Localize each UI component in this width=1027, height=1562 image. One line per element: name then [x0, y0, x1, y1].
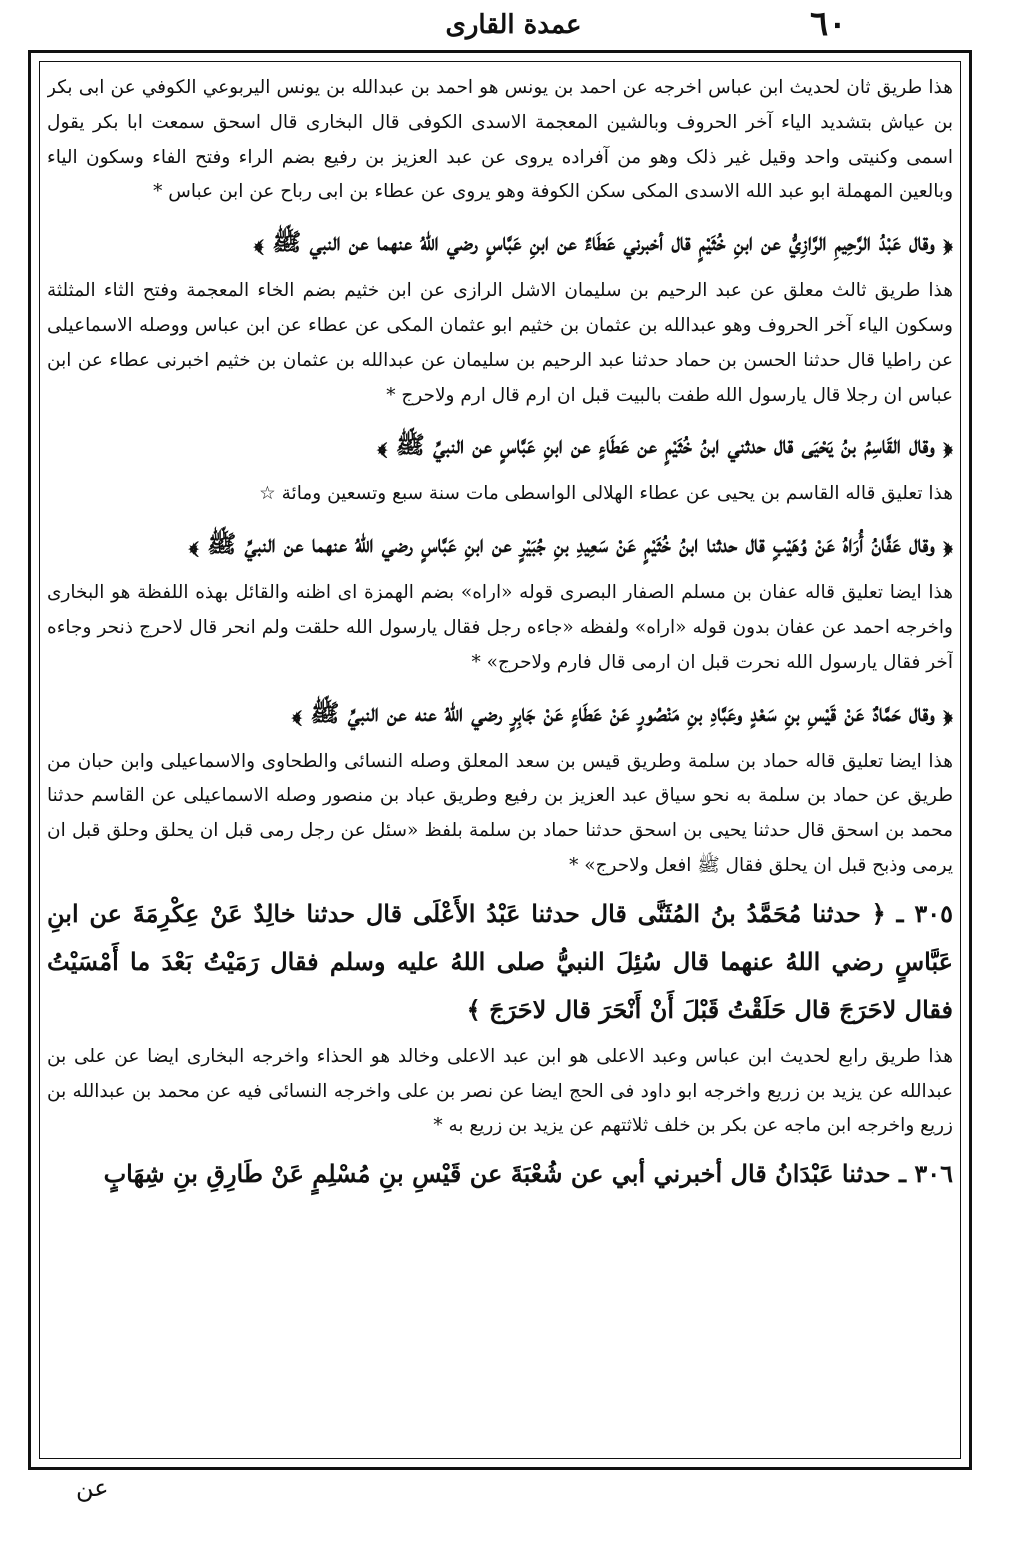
page-number: ٦٠ [810, 4, 847, 44]
hadith-text: ﴿ وقال عَبْدُ الرَّحِيمِ الرَّازِيُّ عن ابنِ خُثَيْمٍ قال أخبرني عَطَاءٌ عن ابنِ عَبَّاسٍ رضي اللهُ عنهما عن النبي ﷺ ﴾ [254, 227, 953, 257]
commentary-paragraph: هذا ایضا تعلیق قاله حماد بن سلمة وطریق قیس بن سعد المعلق وصله النسائی والطحاوی والاسماعیلی وابن حبان من طریق عن حماد بن سلمة به نحو سیاق عبد العزیز بن رفیع وطریق عباد بن منصور وصله الاسماعیلی عن القاسم حدثنا محمد بن اسحق قال حدثنا یحیی بن اسحق حدثنا حماد بن سلمة بلفظ «سئل عن رجل رمی قبل ان یحلق وحلق قبل ان یرمی وذبح قبل ان یحلق فقال ﷺ افعل ولاحرج» * [47, 750, 953, 876]
running-title: عمدة القاری [445, 10, 582, 40]
commentary-paragraph: هذا طريق ثالث معلق عن عبد الرحيم بن سليمان الاشل الرازی عن ابن خثیم بضم الخاء المعجمة وفتح الثاء المثلثة وسکون الیاء آخر الحروف وهو عبدالله بن عثمان بن خثیم ابو عثمان المکی عن عطاء عن ابن عباس ووصله الاسماعیلی عن راطیا قال حدثنا الحسن بن حماد حدثنا عبد الرحیم بن سلیمان عن عبدالله بن عثمان بن خثیم اخبرنی عطاء عن ابن عباس ان رجلا قال یارسول الله طفت بالبیت قبل ان ارم قال ارم ولاحرج * [47, 280, 953, 406]
text-body [47, 71, 953, 1451]
numbered-hadith: ٣٠٦ ـ حدثنا عَبْدَانُ قال أخبرني أبي عن شُعْبَةَ عن قَيْسِ بنِ مُسْلِمٍ عَنْ طَارِقِ بنِ شِهَابٍ [103, 1159, 953, 1189]
commentary-paragraph: هذا طريق ثان لحديث ابن عباس اخرجه عن احمد بن يونس هو احمد بن عبدالله بن يونس اليربوعي الكوفي عن ابی بکر بن عیاش بتشدید الیاء آخر الحروف وبالشین المعجمة الاسدی الکوفی قال البخاری قال اسحق سمعت ابا بکر يقول اسمی وکنیتی واحد وقیل غیر ذلک وهو من آفراده یروی عن عبد العزیز بن رفیع بضم الراء وفتح الفاء وسکون الياء وبالعین المهملة ابو عبد الله الاسدی المکی سکن الکوفة وهو یروی عن عطاء بن ابی رباح عن ابن عباس * [47, 77, 953, 203]
hadith-text: ﴿ وقال حَمَّادٌ عَنْ قَيْسِ بنِ سَعْدٍ وعَبَّادِ بنِ مَنْصُورٍ عَنْ عَطَاءٍ عَنْ جَابِرٍ رضي اللهُ عنه عن النبيِّ ﷺ ﴾ [292, 697, 953, 727]
commentary-paragraph: هذا طریق رابع لحدیث ابن عباس وعبد الاعلی هو ابن عبد الاعلی وخالد هو الحذاء واخرجه البخاری ایضا عن علی بن عبدالله عن یزید بن زریع واخرجه ابو داود فی الحج ایضا عن نصر بن علی واخرجه النسائی فیه عن محمد بن عبدالله بن زریع واخرجه ابن ماجه عن بکر بن خلف ثلاثتهم عن یزید بن زریع به * [47, 1045, 953, 1137]
hadith-text: ﴿ وقال القَاسِمُ بنُ يَحْيَى قال حدثني ابنُ خُثَيْمٍ عن عَطَاءٍ عن ابنِ عَبَّاسٍ عن النبيِّ ﷺ ﴾ [377, 430, 953, 460]
page-header [0, 0, 1027, 50]
numbered-hadith: ٣٠٥ ـ ﴿ حدثنا مُحَمَّدُ بنُ المُثَنَّى قال حدثنا عَبْدُ الأَعْلَى قال حدثنا خالِدٌ عَنْ عِكْرِمَةَ عن ابنِ عَبَّاسٍ رضي اللهُ عنهما قال سُئِلَ النبيُّ صلى اللهُ عليه وسلم فقال رَمَيْتُ بَعْدَ ما أَمْسَيْتُ فقال لاحَرَجَ قال حَلَقْتُ قَبْلَ أَنْ أَنْحَرَ قال لاحَرَجَ ﴾ [47, 898, 953, 1024]
page-frame [28, 50, 972, 1470]
commentary-paragraph: هذا تعلیق قاله القاسم بن یحیی عن عطاء الهلالی الواسطی مات سنة سبع وتسعین ومائة ☆ [259, 483, 953, 505]
hadith-text: ﴿ وقال عَفَّانُ أُرَاهُ عَنْ وُهَيْبٍ قال حدثنا ابنُ خُثَيْمٍ عَنْ سَعِيدِ بنِ جُبَيْرٍ عن ابنِ عَبَّاسٍ رضي اللهُ عنهما عن النبيِّ ﷺ ﴾ [188, 529, 953, 559]
commentary-paragraph: هذا ایضا تعلیق قاله عفان بن مسلم الصفار البصری قوله «اراه» بضم الهمزة ای اظنه والقائل بهذه اللفظة هو البخاری واخرجه احمد عن عفان بدون قوله «اراه» ولفظه «جاءه رجل فقال یارسول الله حلقت ولم انحر قال لاحرج ذنحر وجاءه آخر فقال یارسول الله نحرت قبل ان ارمی قال فارم ولاحرج» * [47, 582, 953, 673]
catchword: عن [76, 1474, 109, 1502]
